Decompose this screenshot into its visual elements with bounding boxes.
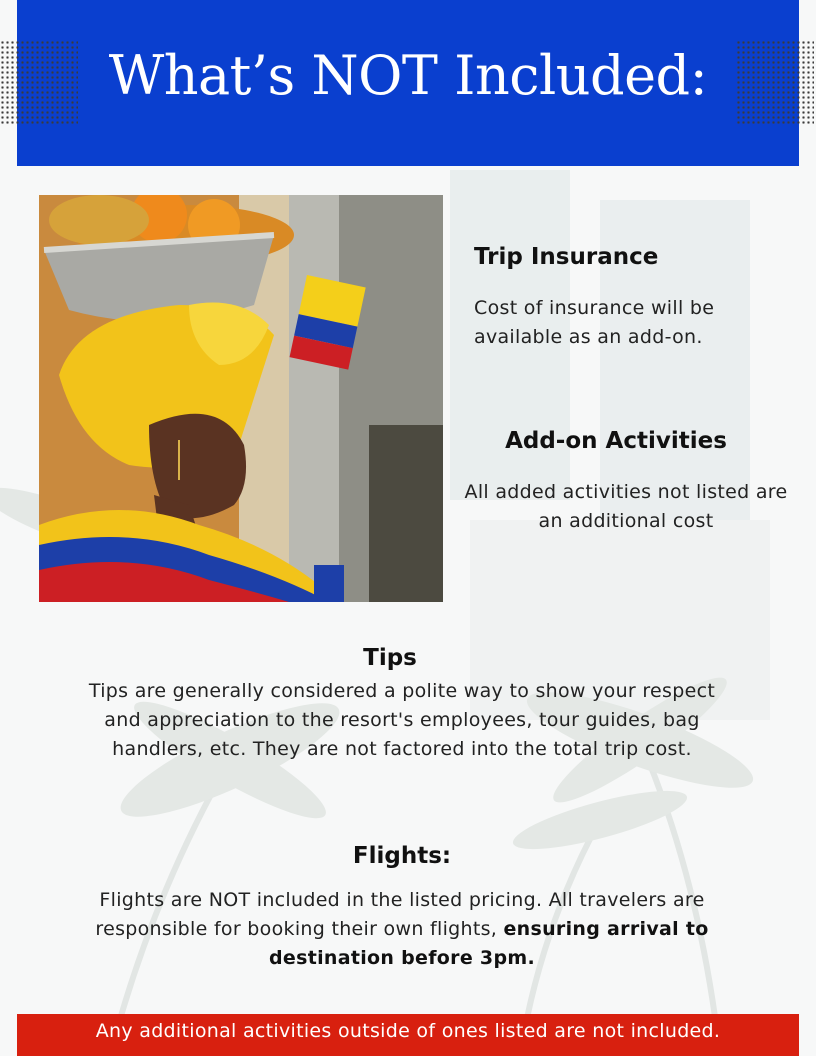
page-title: What’s NOT Included: <box>108 44 708 107</box>
footer-banner <box>17 1014 799 1056</box>
dot-pattern-left <box>0 40 78 124</box>
trip-insurance-title: Trip Insurance <box>474 244 659 270</box>
tips-title: Tips <box>363 645 417 671</box>
flights-title: Flights: <box>352 843 452 869</box>
flights-text <box>60 886 744 973</box>
addon-activities-title: Add-on Activities <box>505 428 727 454</box>
trip-insurance-text: Cost of insurance will be available as an add-on. <box>474 297 715 348</box>
dot-pattern-right <box>736 40 814 124</box>
title-banner <box>17 0 799 166</box>
flights-body: Flights are NOT included in the listed pricing. All travelers are responsible for booking their own flights, <box>95 889 705 940</box>
palenquera-photo <box>39 195 443 602</box>
footer-text: Any additional activities outside of ones listed are not included. <box>95 1020 721 1042</box>
tips-text: Tips are generally considered a polite way to show your respect and appreciation to the resort's employees, tour guides, bag handlers, etc. They are not factored into the total trip cost. <box>88 680 716 760</box>
flights-emphasis: ensuring arrival to destination before 3pm. <box>269 918 709 969</box>
addon-activities-text: All added activities not listed are an additional cost <box>464 481 788 532</box>
